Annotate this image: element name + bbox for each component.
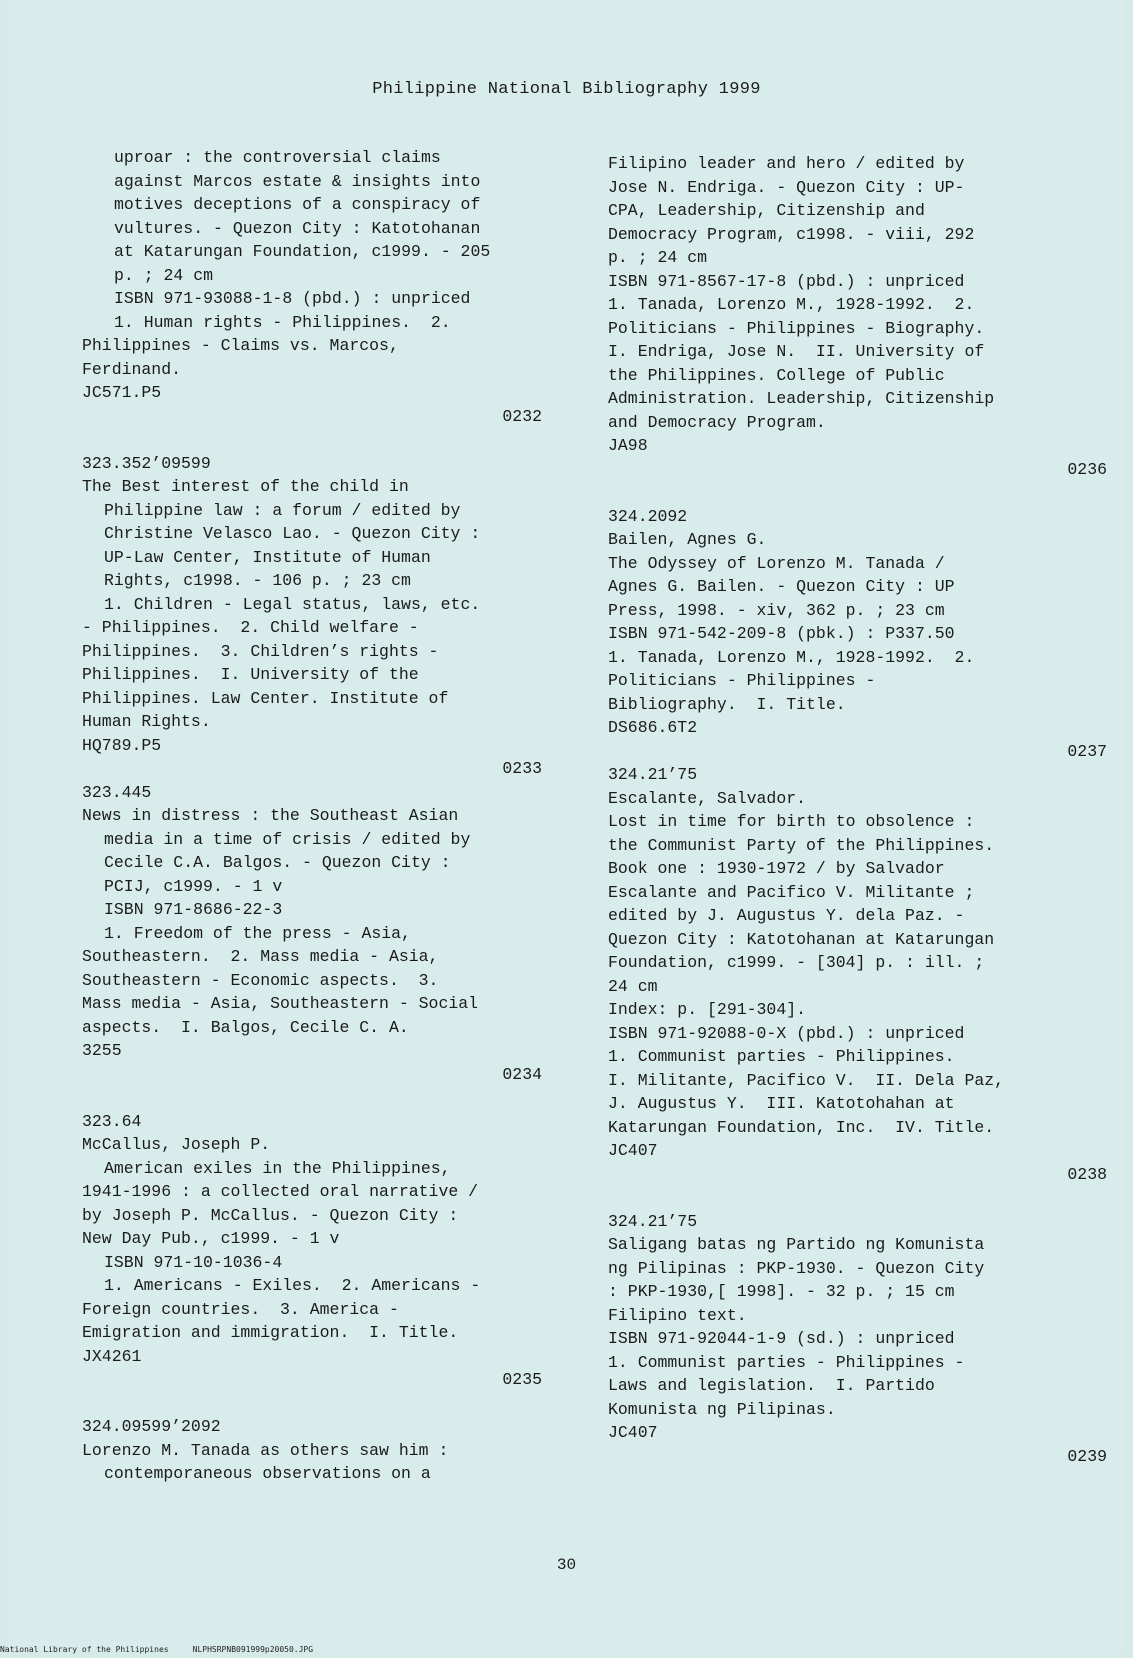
entry-line: I. Endriga, Jose N. II. University of bbox=[608, 342, 985, 361]
entry-line: PCIJ, c1999. - 1 v bbox=[104, 876, 283, 896]
left-column bbox=[82, 146, 562, 1486]
entry-line: 1. Americans - Exiles. 2. Americans - bbox=[104, 1276, 481, 1295]
entry-line: Filipino text. bbox=[608, 1305, 747, 1325]
entry-line: McCallus, Joseph P. bbox=[82, 1135, 271, 1154]
right-column bbox=[608, 152, 1107, 1468]
entry-line: 1. Human rights - Philippines. 2. bbox=[114, 312, 451, 332]
entry-line: media in a time of crisis / edited by bbox=[104, 829, 471, 849]
entry-line: vultures. - Quezon City : Katotohanan bbox=[114, 218, 481, 238]
entry-line: DS686.6T2 bbox=[608, 718, 698, 737]
entry-line: 323.352’09599 bbox=[82, 453, 211, 473]
entry-line: Foreign countries. 3. America - bbox=[82, 1299, 399, 1319]
entry-line: 24 cm bbox=[608, 976, 658, 996]
entry-line: ISBN 971-8567-17-8 (pbd.) : unpriced bbox=[608, 271, 965, 291]
entry-line: Filipino leader and hero / edited by bbox=[608, 154, 965, 173]
entry-line: against Marcos estate & insights into bbox=[114, 171, 481, 191]
entry-line: 324.09599’2092 bbox=[82, 1417, 221, 1436]
entry-line: Southeastern - Economic aspects. 3. bbox=[82, 970, 439, 990]
entry-line: Bibliography. I. Title. bbox=[608, 694, 846, 714]
entry-line: Foundation, c1999. - [304] p. : ill. ; bbox=[608, 953, 985, 972]
entry-line: contemporaneous observations on a bbox=[104, 1464, 431, 1483]
entry-line: Southeastern. 2. Mass media - Asia, bbox=[82, 947, 439, 966]
entry-line: Agnes G. Bailen. - Quezon City : UP bbox=[608, 577, 955, 596]
entry-line: Laws and legislation. I. Partido bbox=[608, 1376, 935, 1395]
spacer bbox=[82, 1086, 562, 1110]
spacer bbox=[608, 1186, 1083, 1210]
entry-line: The Best interest of the child in bbox=[82, 477, 409, 496]
entry-line: Saligang batas ng Partido ng Komunista bbox=[608, 1235, 985, 1254]
entry-number: 0234 bbox=[502, 1064, 542, 1084]
entry-line: p. ; 24 cm bbox=[608, 248, 708, 267]
entry-line: ISBN 971-10-1036-4 bbox=[104, 1252, 283, 1272]
entry-line: 324.21’75 bbox=[608, 1211, 698, 1231]
entry-line: ISBN 971-542-209-8 (pbk.) : P337.50 bbox=[608, 624, 955, 643]
entry-line: 1. Children - Legal status, laws, etc. bbox=[104, 594, 481, 614]
entry-line: HQ789.P5 bbox=[82, 735, 162, 755]
entry-line: aspects. I. Balgos, Cecile C. A. bbox=[82, 1017, 409, 1037]
entry-number: 0235 bbox=[502, 1370, 542, 1389]
entry-line: JA98 bbox=[608, 436, 648, 455]
entry-line: 323.445 bbox=[82, 782, 152, 802]
entry-line: 323.64 bbox=[82, 1111, 142, 1131]
entry-line: Escalante and Pacifico V. Militante ; bbox=[608, 882, 975, 902]
entry-line: 1. Freedom of the press - Asia, bbox=[104, 923, 411, 943]
entry-line: at Katarungan Foundation, c1999. - 205 bbox=[114, 242, 491, 261]
entry-line: ng Pilipinas : PKP-1930. - Quezon City bbox=[608, 1258, 985, 1278]
entry-line: ISBN 971-92044-1-9 (sd.) : unpriced bbox=[608, 1329, 955, 1348]
entry-line: the Philippines. College of Public bbox=[608, 365, 945, 385]
spacer bbox=[608, 481, 1083, 505]
entry-number: 0232 bbox=[502, 406, 542, 426]
entry-line: edited by J. Augustus Y. dela Paz. - bbox=[608, 906, 965, 925]
entry-line: 1. Tanada, Lorenzo M., 1928-1992. 2. bbox=[608, 295, 975, 314]
spacer bbox=[82, 1392, 562, 1416]
entry-line: p. ; 24 cm bbox=[114, 265, 214, 285]
entry-line: 324.21’75 bbox=[608, 765, 698, 784]
spacer bbox=[82, 428, 562, 452]
entry-number: 0233 bbox=[502, 759, 542, 778]
entry-number: 0237 bbox=[1067, 741, 1107, 761]
entry-line: Human Rights. bbox=[82, 712, 211, 731]
entry-line: Politicians - Philippines - Biography. bbox=[608, 318, 985, 338]
entry-line: uproar : the controversial claims bbox=[114, 148, 441, 167]
entry-line: Lorenzo M. Tanada as others saw him : bbox=[82, 1440, 449, 1460]
entry-line: 1. Communist parties - Philippines. bbox=[608, 1047, 955, 1066]
entry-line: Cecile C.A. Balgos. - Quezon City : bbox=[104, 853, 451, 872]
entry-line: 1941-1996 : a collected oral narrative / bbox=[82, 1182, 479, 1201]
entry-line: and Democracy Program. bbox=[608, 412, 826, 432]
entry-line: ISBN 971-93088-1-8 (pbd.) : unpriced bbox=[114, 289, 471, 308]
entry-line: Emigration and immigration. I. Title. bbox=[82, 1323, 459, 1342]
entry-line: 324.2092 bbox=[608, 506, 688, 526]
entry-line: Philippines. I. University of the bbox=[82, 665, 419, 684]
entry-line: ISBN 971-8686-22-3 bbox=[104, 900, 283, 919]
entry-line: Book one : 1930-1972 / by Salvador bbox=[608, 859, 945, 878]
entry-line: I. Militante, Pacifico V. II. Dela Paz, bbox=[608, 1070, 1005, 1090]
entry-line: by Joseph P. McCallus. - Quezon City : bbox=[82, 1205, 459, 1225]
page-number: 30 bbox=[556, 1556, 577, 1574]
entry-line: Philippine law : a forum / edited by bbox=[104, 500, 461, 520]
entry-line: Press, 1998. - xiv, 362 p. ; 23 cm bbox=[608, 600, 945, 620]
entry-number: 0236 bbox=[1067, 459, 1107, 479]
entry-line: Komunista ng Pilipinas. bbox=[608, 1399, 836, 1419]
entry-line: Christine Velasco Lao. - Quezon City : bbox=[104, 524, 481, 543]
entry-line: Philippines. 3. Children’s rights - bbox=[82, 641, 439, 661]
entry-line: JC571.P5 bbox=[82, 383, 162, 402]
entry-line: New Day Pub., c1999. - 1 v bbox=[82, 1229, 340, 1248]
entry-line: Mass media - Asia, Southeastern - Social bbox=[82, 994, 479, 1013]
entry-line: Quezon City : Katotohanan at Katarungan bbox=[608, 929, 995, 949]
entry-line: 1. Communist parties - Philippines - bbox=[608, 1352, 965, 1372]
entry-line: Philippines. Law Center. Institute of bbox=[82, 688, 449, 708]
entry-line: News in distress : the Southeast Asian bbox=[82, 806, 459, 825]
entry-line: Rights, c1998. - 106 p. ; 23 cm bbox=[104, 571, 411, 590]
entry-line: - Philippines. 2. Child welfare - bbox=[82, 618, 419, 637]
entry-line: UP-Law Center, Institute of Human bbox=[104, 547, 431, 567]
entry-line: JC407 bbox=[608, 1141, 658, 1160]
entry-line: : PKP-1930,[ 1998]. - 32 p. ; 15 cm bbox=[608, 1282, 955, 1301]
entry-line: JC407 bbox=[608, 1423, 658, 1442]
entry-number: 0239 bbox=[1067, 1446, 1107, 1466]
entry-line: J. Augustus Y. III. Katotohahan at bbox=[608, 1094, 955, 1113]
entry-line: Administration. Leadership, Citizenship bbox=[608, 389, 995, 408]
entry-line: Philippines - Claims vs. Marcos, bbox=[82, 336, 399, 355]
entry-line: JX4261 bbox=[82, 1346, 142, 1366]
entry-line: Index: p. [291-304]. bbox=[608, 1000, 807, 1019]
entry-line: Politicians - Philippines - bbox=[608, 671, 876, 690]
scan-footer: National Library of the Philippines NLPHSRPNB091999p20050.JPG bbox=[0, 1645, 314, 1654]
entry-line: CPA, Leadership, Citizenship and bbox=[608, 201, 925, 220]
entry-line: ISBN 971-92088-0-X (pbd.) : unpriced bbox=[608, 1023, 965, 1043]
entry-line: Escalante, Salvador. bbox=[608, 788, 807, 808]
entry-line: 1. Tanada, Lorenzo M., 1928-1992. 2. bbox=[608, 647, 975, 667]
entry-line: The Odyssey of Lorenzo M. Tanada / bbox=[608, 553, 945, 573]
entry-line: Democracy Program, c1998. - viii, 292 bbox=[608, 224, 975, 244]
entry-line: Lost in time for birth to obsolence : bbox=[608, 812, 975, 831]
entry-line: Jose N. Endriga. - Quezon City : UP- bbox=[608, 177, 965, 197]
entry-number: 0238 bbox=[1067, 1164, 1107, 1184]
page-header: Philippine National Bibliography 1999 bbox=[372, 80, 761, 99]
entry-line: motives deceptions of a conspiracy of bbox=[114, 195, 481, 214]
entry-line: the Communist Party of the Philippines. bbox=[608, 835, 995, 855]
entry-line: Katarungan Foundation, Inc. IV. Title. bbox=[608, 1117, 995, 1137]
entry-line: American exiles in the Philippines, bbox=[104, 1158, 451, 1178]
entry-line: Bailen, Agnes G. bbox=[608, 530, 767, 549]
entry-line: 3255 bbox=[82, 1041, 122, 1060]
entry-line: Ferdinand. bbox=[82, 359, 182, 379]
